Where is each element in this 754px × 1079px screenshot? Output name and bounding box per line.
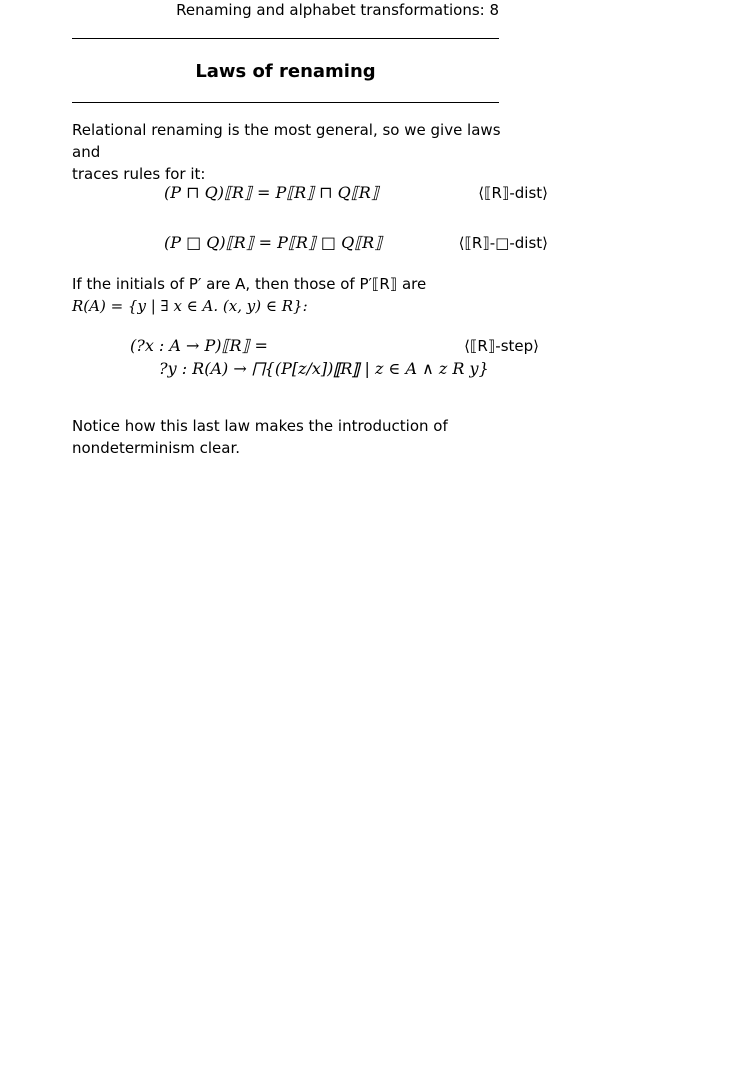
law-external-choice-dist: [164, 232, 382, 254]
closing-line-1: Notice how this last law makes the introduction of: [72, 417, 448, 435]
law-2-tag: ⟨⟦R⟧-□-dist⟩: [458, 234, 548, 252]
bottom-rule: [72, 102, 499, 103]
step-law-line-2: ?y : R(A) → ⨅{(P[z/x])⟦R⟧ | z ∈ A ∧ z R y}: [159, 359, 489, 378]
top-rule: [72, 38, 499, 39]
closing-paragraph: [72, 415, 502, 459]
law-internal-choice-dist: [164, 182, 379, 204]
running-header: Renaming and alphabet transformations: 8: [176, 1, 499, 19]
initials-line-2: R(A) = {y | ∃ x ∈ A. (x, y) ∈ R}:: [72, 297, 308, 315]
step-law-line-1: (?x : A → P)⟦R⟧ =: [130, 336, 268, 355]
law-1-lhs: (P ⊓ Q)⟦R⟧: [164, 183, 252, 202]
intro-line-1: Relational renaming is the most general, so we give laws and: [72, 121, 501, 161]
initials-paragraph: [72, 273, 502, 317]
law-1-tag: ⟨⟦R⟧-dist⟩: [478, 184, 548, 202]
law-1-rhs: P⟦R⟧ ⊓ Q⟦R⟧: [275, 183, 379, 202]
law-1-eq: =: [256, 183, 271, 202]
intro-line-2: traces rules for it:: [72, 165, 206, 183]
closing-line-2: nondeterminism clear.: [72, 439, 240, 457]
section-title: Laws of renaming: [195, 61, 376, 82]
law-2-lhs: (P □ Q)⟦R⟧: [164, 233, 254, 252]
step-law-tag: ⟨⟦R⟧-step⟩: [464, 337, 539, 355]
law-2-rhs: P⟦R⟧ □ Q⟦R⟧: [277, 233, 383, 252]
law-2-eq: =: [258, 233, 273, 252]
initials-line-1: If the initials of P′ are A, then those of P′⟦R⟧ are: [72, 275, 427, 293]
intro-paragraph: [72, 119, 502, 185]
